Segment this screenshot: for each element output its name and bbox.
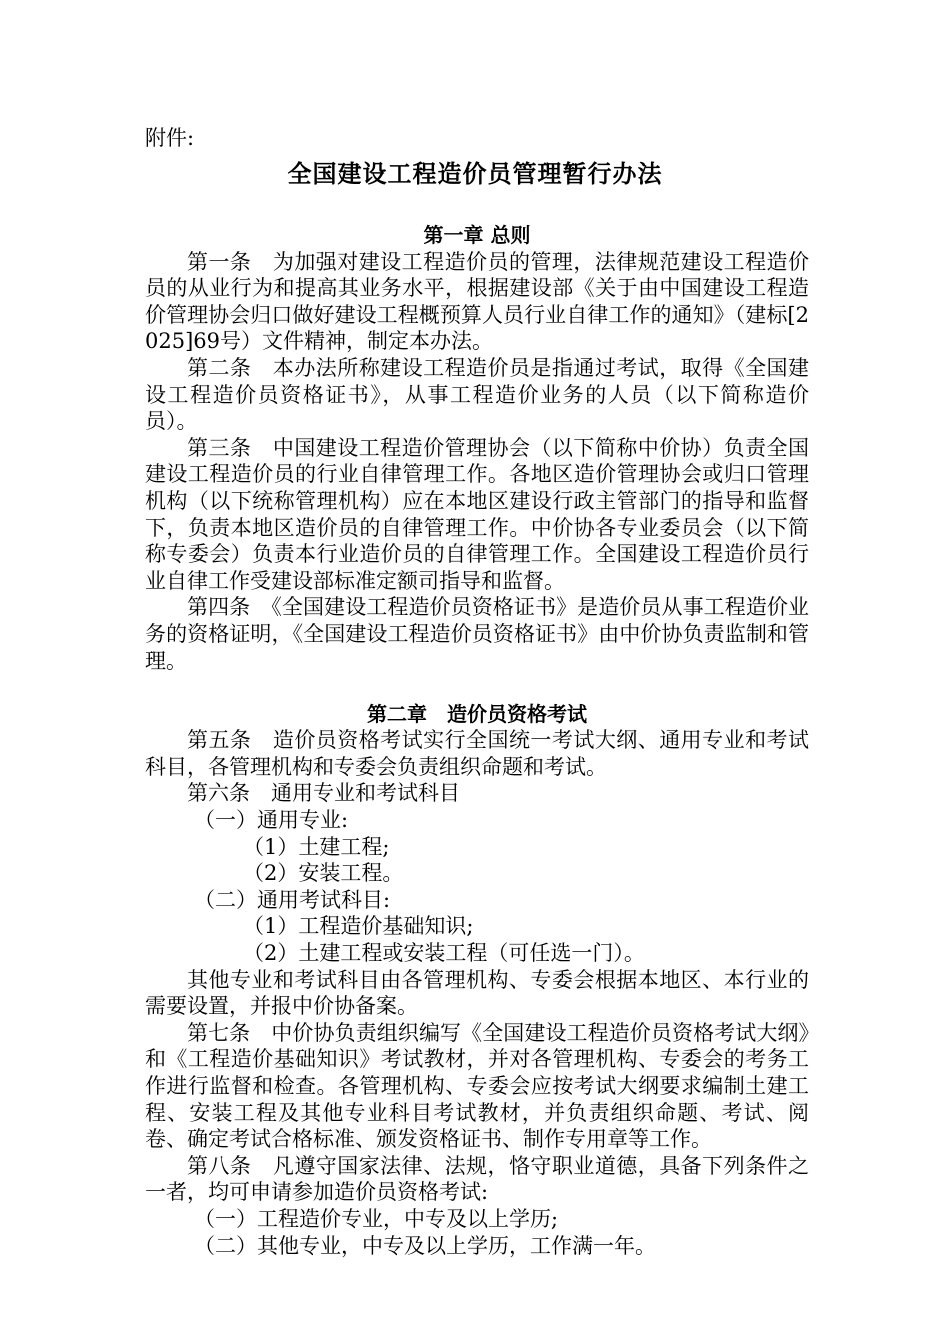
document-body <box>145 222 809 1259</box>
list-item: （二）通用考试科目: <box>194 887 391 912</box>
list-item: （1）工程造价基础知识; <box>243 914 474 939</box>
list-item: （一）通用专业: <box>194 808 349 833</box>
article-6: 第六条 通用专业和考试科目 <box>187 781 460 806</box>
article-3: 第三条 中国建设工程造价管理协会（以下简称中价协）负责全国建设工程造价员的行业自律管理工作。各地区造价管理协会或归口管理机构（以下统称管理机构）应在本地区建设行政主管部门的指导和监督下，负责本地区造价员的自律管理工作。中价协各专业委员会（以下简称专委会）负责本行业造价员的自律管理工作。全国建设工程造价员行业自律工作受建设部标准定额司指导和监督。 <box>145 435 809 593</box>
article-1: 第一条 为加强对建设工程造价员的管理，法律规范建设工程造价员的从业行为和提高其业务水平，根据建设部《关于由中国建设工程造价管理协会归口做好建设工程概预算人员行业自律工作的通知》（建标[2025]69号）文件精神，制定本办法。 <box>145 249 809 354</box>
document-title: 全国建设工程造价员管理暂行办法 <box>287 160 663 188</box>
article-5: 第五条 造价员资格考试实行全国统一考试大纲、通用专业和考试科目，各管理机构和专委会负责组织命题和考试。 <box>145 728 809 779</box>
chapter-1-heading: 第一章 总则 <box>423 223 531 247</box>
list-item: （2）安装工程。 <box>243 861 404 886</box>
article-2: 第二条 本办法所称建设工程造价员是指通过考试，取得《全国建设工程造价员资格证书》，从事工程造价业务的人员（以下简称造价员）。 <box>145 355 809 434</box>
article-4: 第四条 《全国建设工程造价员资格证书》是造价员从事工程造价业务的资格证明，《全国建设工程造价员资格证书》由中价协负责监制和管理。 <box>145 595 809 673</box>
chapter-2-heading: 第二章 造价员资格考试 <box>367 701 587 726</box>
list-item: （二）其他专业，中专及以上学历，工作满一年。 <box>194 1233 656 1258</box>
article-7: 第七条 中价协负责组织编写《全国建设工程造价员资格考试大纲》和《工程造价基础知识》考试教材，并对各管理机构、专委会的考务工作进行监督和检查。各管理机构、专委会应按考试大纲要求编制土建工程、安装工程及其他专业科目考试教材，并负责组织命题、考试、阅卷、确定考试合格标准、颁发资格证书、制作专用章等工作。 <box>145 1020 809 1152</box>
article-8: 第八条 凡遵守国家法律、法规，恪守职业道德，具备下列条件之一者，均可申请参加造价员资格考试: <box>145 1153 809 1205</box>
list-item: （一）工程造价专业，中专及以上学历; <box>194 1206 559 1231</box>
attachment-label: 附件: <box>145 126 195 150</box>
list-item: （2）土建工程或安装工程（可任选一门）。 <box>243 941 645 966</box>
article-6-note: 其他专业和考试科目由各管理机构、专委会根据本地区、本行业的需要设置，并报中价协备案。 <box>145 967 809 1019</box>
list-item: （1）土建工程; <box>243 834 390 859</box>
